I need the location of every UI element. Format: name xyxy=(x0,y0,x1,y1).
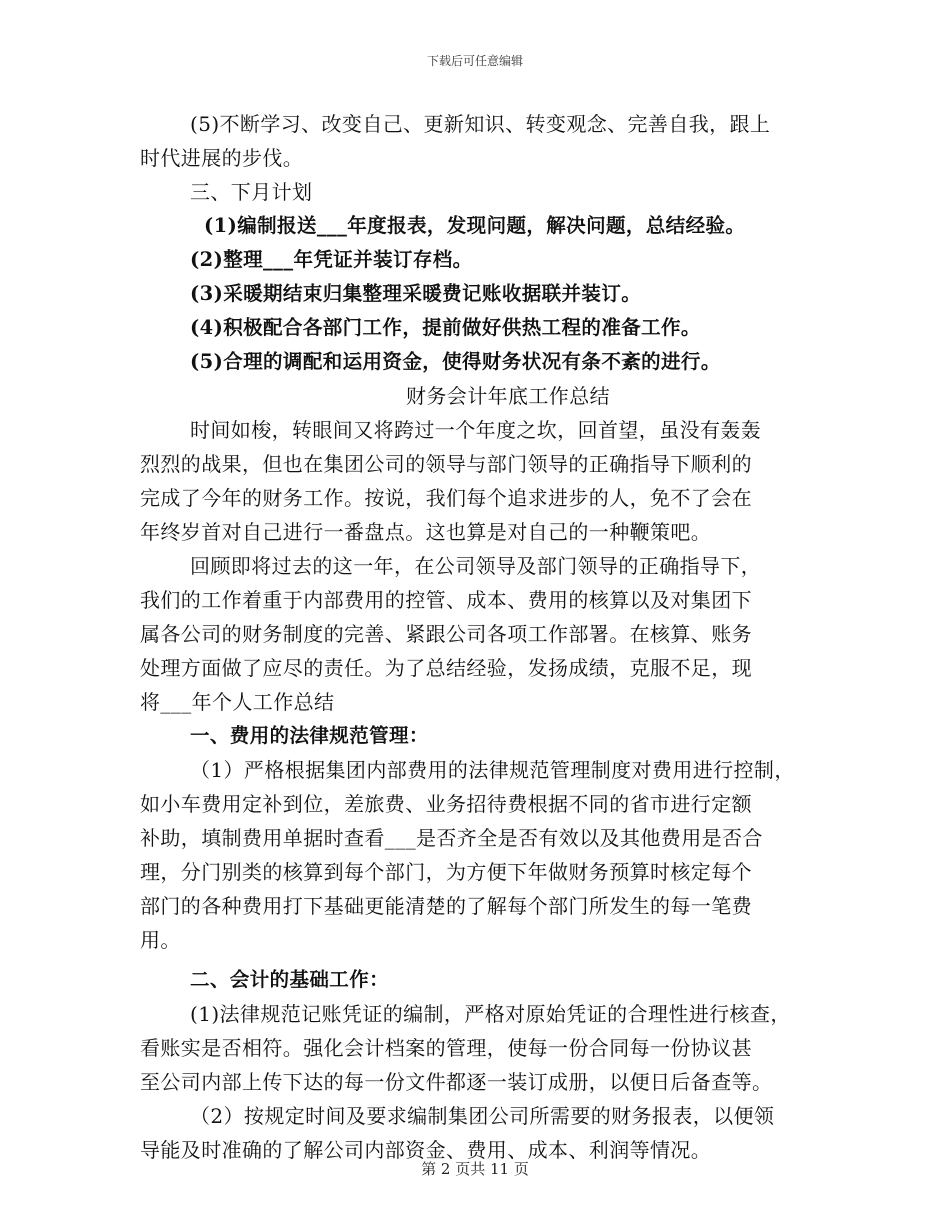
plan-item: (1)编制报送___年度报表，发现问题，解决问题，总结经验。 xyxy=(204,214,746,237)
paragraph-line: 至公司内部上传下达的每一份文件都逐一装订成册，以便日后备查等。 xyxy=(140,1070,773,1094)
paragraph-line: 如小车费用定补到位，差旅费、业务招待费根据不同的省市进行定额 xyxy=(140,792,752,816)
paragraph-line: 补助，填制费用单据时查看___是否齐全是否有效以及其他费用是否合 xyxy=(140,826,763,850)
paragraph-line: 理，分门别类的核算到每个部门，为方便下年做财务预算时核定每个 xyxy=(140,860,752,884)
section-heading: 一、费用的法律规范管理： xyxy=(190,724,429,747)
paragraph-line: 部门的各种费用打下基础更能清楚的了解每个部门所发生的每一笔费 xyxy=(140,894,752,918)
paragraph-line: 处理方面做了应尽的责任。为了总结经验，发扬成绩，克服不足，现 xyxy=(140,656,752,680)
paragraph-line: 导能及时准确的了解公司内部资金、费用、成本、利润等情况。 xyxy=(140,1138,712,1162)
paragraph-line: 回顾即将过去的这一年，在公司领导及部门领导的正确指导下， xyxy=(190,554,762,578)
paragraph-line: 属各公司的财务制度的完善、紧跟公司各项工作部署。在核算、账务 xyxy=(140,622,752,646)
paragraph-line: 看账实是否相符。强化会计档案的管理，使每一份合同每一份协议甚 xyxy=(140,1036,752,1060)
paragraph-line: 烈烈的战果，但也在集团公司的领导与部门领导的正确指导下顺利的 xyxy=(140,452,752,476)
paragraph-line: 时代进展的步伐。 xyxy=(140,146,304,170)
document-title: 财务会计年底工作总结 xyxy=(406,384,610,408)
paragraph-line: （1）严格根据集团内部费用的法律规范管理制度对费用进行控制， xyxy=(190,758,795,782)
document-body xyxy=(140,107,820,1167)
page-footer: 第 2 页共 11 页 xyxy=(421,1160,529,1178)
paragraph-line: 我们的工作着重于内部费用的控管、成本、费用的核算以及对集团下 xyxy=(140,588,752,612)
paragraph-line: (5)不断学习、改变自己、更新知识、转变观念、完善自我，跟上 xyxy=(190,112,771,136)
paragraph-line: (1)法律规范记账凭证的编制，严格对原始凭证的合理性进行核查， xyxy=(190,1002,791,1026)
plan-item: (2)整理___年凭证并装订存档。 xyxy=(190,248,473,271)
paragraph-line: 将___年个人工作总结 xyxy=(140,690,335,714)
paragraph-line: 用。 xyxy=(140,928,181,952)
plan-item: (4)积极配合各部门工作，提前做好供热工程的准备工作。 xyxy=(190,316,701,339)
plan-item: (5)合理的调配和运用资金，使得财务状况有条不紊的进行。 xyxy=(190,350,721,373)
section-heading: 二、会计的基础工作： xyxy=(190,968,390,991)
paragraph-line: 完成了今年的财务工作。按说，我们每个追求进步的人，免不了会在 xyxy=(140,486,752,510)
plan-item: (3)采暖期结束归集整理采暖费记账收据联并装订。 xyxy=(190,282,642,305)
section-heading: 三、下月计划 xyxy=(190,180,313,204)
paragraph-line: 时间如梭，转眼间又将跨过一个年度之坎，回首望，虽没有轰轰 xyxy=(190,418,762,442)
paragraph-line: 年终岁首对自己进行一番盘点。这也算是对自己的一种鞭策吧。 xyxy=(140,520,712,544)
page-header: 下载后可任意编辑 xyxy=(426,54,523,68)
paragraph-line: （2）按规定时间及要求编制集团公司所需要的财务报表，以便领 xyxy=(190,1104,775,1128)
